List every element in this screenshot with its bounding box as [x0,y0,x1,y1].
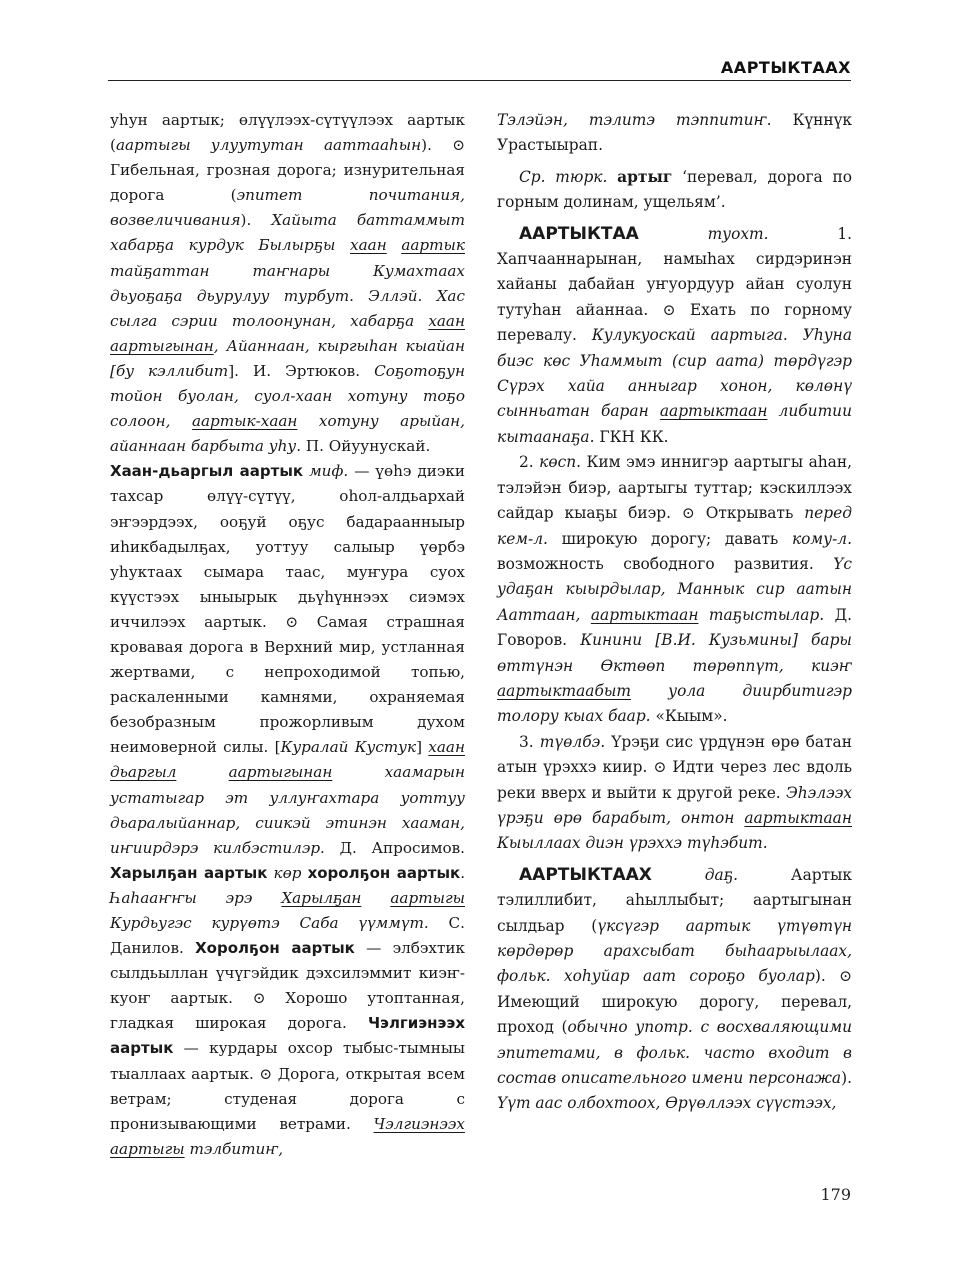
circled-dot-icon: ⊙ [839,967,852,986]
circled-dot-icon: ⊙ [681,504,695,523]
subentry-headword: Хаан-дьаргыл аартык [110,462,304,481]
circled-dot-icon: ⊙ [452,136,465,155]
subentry-headword: хоролҕон аартык [307,863,461,882]
left-column [110,108,465,1162]
etymology: Ср. тюрк. артыг ‘перевал, дорога по горным долинам, ущельям’. [497,167,852,212]
circled-dot-icon: ⊙ [259,1064,273,1083]
subentry-khaan-dyargyl: Хаан-дьаргыл аартык миф. — үөһэ диэки тахсар өлүү-сүтүү, оһол-алдьархай эҥээрдээх, ооҕуй оҕус бадараанныыр иһикбадылҕах, уоттуу салыыр үөрбэ уһуктаах сымара таас, муҥура суох күүстээх ыныырык дьүһүннээх сиэмэх иччилээх аартык. ⊙ Самая страшная кровавая дорога в Верхний мир, устланная жертвами, с непроходимой топью, раскаленными камнями, охраняемая безобразным прожорливым духом неимоверной силы. [Куралай Кустук] хаан дьаргыл аартыгынан хаамарын устатыгар эт уллуҥахтара уоттуу дьаралыйаннар, сиикэй этинэн хааман, иҥиирдэрэ килбэстилэр. Д. Апросимов. Харылҕан аартык көр хоролҕон аартык. Һаһааҥҥы эрэ Харылҕан аартыгы Курдьугэс курүөтэ Саба үүммүт. С. Данилов. Хоролҕон аартык — элбэхтик сылдьыллан үчүгэйдик дэхсилэммит киэҥ-куоҥ аартык. ⊙ Хорошо утоптанная, гладкая широкая дорога. Чэлгиэнээх аартык — курдары охсор тыбыс-тымныы тыаллаах аартык. ⊙ Дорога, открытая всем ветрам; студеная дорога с пронизывающими ветрами. Чэлгиэнээх аартыгы тэлбитиҥ, [110,462,466,1158]
subentry-headword: Харылҕан аартык [110,863,268,882]
entry-headword: ААРТЫКТАА [519,223,639,244]
sense-3: 3. түөлбэ. Үрэҕи сис үрдүнэн өрө батан атын үрэххэ киир. ⊙ Идти через лес вдоль реки вверх и выйти к другой реке. Эһэлээх үрэҕи өрө барабыт, онтон аартыктаан Кыыллаах диэн үрэххэ түһэбит. [497,732,852,853]
circled-dot-icon: ⊙ [653,758,667,777]
entry-aartyktaa: ААРТЫКТАА туохт. 1. Хапчааннарынан, намыһах сирдэринэн хайаны дабайан уҥуордуур айан суолун тутуһан айаннаа. ⊙ Ехать по горному перевалу. Кулукуоскай аартыга. Уһуна биэс көс Уһаммыт (сир аата) төрдүгэр Сүрэх хайа анныгар хонон, көлөнү сынньатан баран аартыктаан либитии кытаанаҕа. ГКН КК. [497,223,853,446]
entry-headword: ААРТЫКТААХ [519,864,652,885]
subentry-headword: Хоролҕон аартык [195,939,355,958]
circled-dot-icon: ⊙ [285,612,299,631]
sense-2: 2. көсп. Ким эмэ иннигэр аартыгы аһан, тэлэйэн биэр, аартыгы туттар; кэскиллээх сайдар кыаҕы биэр. ⊙ Открывать перед кем-л. широкую дорогу; давать кому-л. возможность свободного развития. Үс удаҕан кыырдылар, Маннык сир аатын Ааттаан, аартыктаан таҕыстылар. Д. Говоров. Кинини [В.И. Кузьмины] бары өттүнэн Өктөөп төрөппүт, киэҥ аартыктаабыт уола диирбитигэр толору кыах баар. «Кыым». [497,453,852,726]
circled-dot-icon: ⊙ [662,300,676,319]
circled-dot-icon: ⊙ [252,989,266,1008]
entry-continuation: уһун аартык; өлүүлээх-сүтүүлээх аартык (аартыгы улуутутан ааттааһын). ⊙ Гибельная, грозная дорога; изнурительная дорога (эпитет почитания, возвеличивания). Хайыта баттаммыт хабарҕа курдук Былырҕы хаан аартык тайҕаттан таҥнары Кумахтаах дьуоҕаҕа дьурулуу турбут. Эллэй. Хас сылга сэрии толоонунан, хабарҕа хаан аартыгынан, Айаннаан, кыргыһан кыайан [бу кэллибит]. И. Эртюков. Соҕотоҕун тойон буолан, суол-хаан хотуну тоҕо солоон, аартык-хаан хотуну арыйан, айаннаан барбыта уһу. П. Ойуунускай. [110,111,465,456]
page-number: 179 [820,1185,851,1204]
running-head: ААРТЫКТААХ [720,58,851,77]
subentry-headword: Чэлгиэнээх аартык [110,1014,465,1058]
entry-aartyktaakh: ААРТЫКТААХ даҕ. Аартык тэлиллибит, аһыллыбыт; аартыгынан сылдьар (үксүгэр аартык үтүөтүн көрдөрөр арахсыбат быһаарыылаах, фольк. хоһуйар аат сороҕо буолар). ⊙ Имеющий широкую дорогу, перевал, проход (обычно употр. с восхваляющими эпитетами, в фольк. часто входит в состав описательного имени персонажа). Үүт аас олбохтоох, Өрүөллээх сүүстээх, [497,864,852,1113]
header-rule [108,80,851,81]
right-column [497,108,852,1117]
quote-continuation: Тэлэйэн, тэлитэ тэппитиҥ. Күннүк Урастыырап. [497,111,853,155]
